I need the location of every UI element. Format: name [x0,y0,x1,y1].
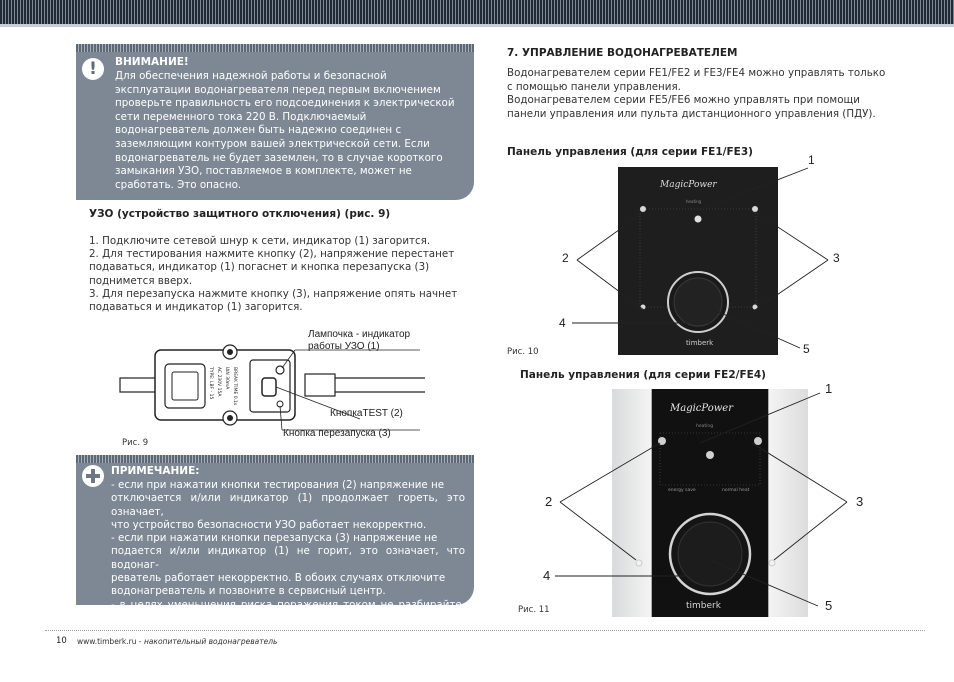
box-stripes [76,455,474,463]
warning-line: сработать. Это опасно. [115,178,242,191]
uzo-step-line: 1. Подключите сетевой шнур к сети, индикатор (1) загорится. [89,235,431,247]
uzo-step-line: поднимется вверх. [89,274,193,287]
exclamation-icon: ! [82,58,104,80]
panel1-maker-logo: timberk [686,339,714,347]
device-text-rating: AC 230V 15A [216,367,221,397]
panel1-label-2: 2 [562,251,569,265]
uzo-step-line: 3. Для перезапуска нажмите кнопку (3), напряжение опять начнет [89,287,458,300]
fig9-lamp-line2: работы УЗО (1) [308,341,380,352]
panel2-callouts [540,380,860,620]
warning-line: водонагреватель не будет заземлен, то в случае короткого [115,151,443,164]
warning-line: эксплуатации водонагревателя перед первым включением [115,83,441,96]
warning-line: Для обеспечения надежной работы и безопасной [115,70,387,82]
footer-divider [45,630,925,631]
uzo-title: УЗО (устройство защитного отключения) (рис. 9) [89,208,391,220]
section-line: Водонагревателем серии FE5/FE6 можно управлять при помощи [507,94,860,107]
panel1-label-3: 3 [833,251,840,265]
panel2-label-1: 1 [825,381,833,396]
fig10-caption: Рис. 10 [507,347,539,357]
fig9-reset-label: Кнопка перезапуска (3) [283,428,391,439]
note-line: водонагреватель и позвоните в сервисный центр. [111,585,386,598]
note-line: удаляйте и не заливайте жидкостью данное устройство. [111,625,425,638]
panel2-heating-label: heating [696,424,714,429]
top-stripe-decoration [0,0,954,24]
section-line: Водонагревателем серии FE1/FE2 и FE3/FE4 можно управлять только [507,67,886,79]
panel2-label-2: 2 [545,494,553,509]
panel2-mode-left: energy save [668,488,696,493]
note-line: - если при нажатии кнопки тестирования (2) напряжение не [111,479,445,491]
panel1-label-1: 1 [808,153,815,167]
warning-line: заземляющим контуром вашей электрической сети. Если [115,137,430,150]
panel2-title: Панель управления (для серии FE2/FE4) [520,369,766,381]
panel1-heating-label: heating [686,199,702,204]
warning-text [115,70,465,192]
uzo-step-line: 2. Для тестирования нажмите кнопку (2), напряжение перестанет [89,248,455,261]
plus-icon [82,465,104,487]
note-line: отключается и/или индикатор (1) продолжает гореть, это означает, [111,492,465,518]
panel2-mode-right: normal heat [722,488,750,493]
note-box [76,455,474,638]
device-text-current: IΔN 30mA [224,367,229,390]
panel2-label-3: 3 [856,494,864,509]
uzo-steps [89,235,469,314]
note-line: реватель работает некорректно. В обоих случаях отключите [111,572,446,585]
panel2-label-5: 5 [825,598,833,613]
footer-url[interactable]: www.timberk.ru - [77,637,144,646]
panel2-maker-logo: timberk [686,601,721,611]
section-line: с помощью панели управления. [507,80,681,93]
warning-box [76,44,474,200]
warning-line: замыкания УЗО, поставляемое в комплекте, может не [115,165,412,178]
panel2-brand: MagicPower [670,403,734,414]
note-line: - если при нажатии кнопки перезапуска (3) напряжение не [111,532,438,545]
note-title: ПРИМЕЧАНИЕ: [111,465,200,477]
uzo-step-line: подаваться, индикатор (1) погаснет и кнопка перезапуска (3) [89,261,430,274]
device-text-break: BREAK TIME 0.1s [232,367,237,406]
fig9-lamp-label [308,329,410,353]
warning-line: водонагреватель должен быть надежно соединен с [115,124,402,137]
warning-line: проверьте правильность его подсоединения к электрической [115,97,455,110]
fig9-lamp-line1: Лампочка - индикатор [308,329,411,340]
section-text [507,67,917,121]
device-text-type: TYPE: LBF - 15 [208,367,213,400]
section-line: панели управления или пульта дистанционного управления (ПДУ). [507,107,876,120]
panel2-label-4: 4 [543,568,551,583]
warning-title: ВНИМАНИЕ! [115,56,189,68]
warning-line: сети переменного тока 220 В. Подключаемый [115,110,367,123]
note-line: подается и/или индикатор (1) не горит, это означает, что водонаг- [111,545,465,571]
panel1-label-5: 5 [803,342,810,356]
fig9-test-label: КнопкаTEST (2) [330,408,403,419]
note-line: - в целях уменьшения риска поражения током не разбирайте, не [111,598,465,624]
note-line: что устройство безопасности УЗО работает некорректно. [111,518,427,531]
footer-text [77,637,277,646]
panel1-brand: MagicPower [660,180,717,190]
panel1-callouts [560,150,850,360]
note-text [111,479,465,639]
fig9-caption: Рис. 9 [122,438,149,448]
page-number: 10 [56,636,67,646]
fig11-caption: Рис. 11 [518,605,550,615]
uzo-step-line: подаваться и индикатор (1) загорится. [89,301,303,314]
section-title: 7. УПРАВЛЕНИЕ ВОДОНАГРЕВАТЕЛЕМ [507,47,738,59]
panel1-title: Панель управления (для серии FE1/FE3) [507,146,753,158]
panel1-label-4: 4 [559,316,566,330]
box-stripes [76,44,474,52]
footer-subtitle: накопительный водонагреватель [143,637,278,646]
